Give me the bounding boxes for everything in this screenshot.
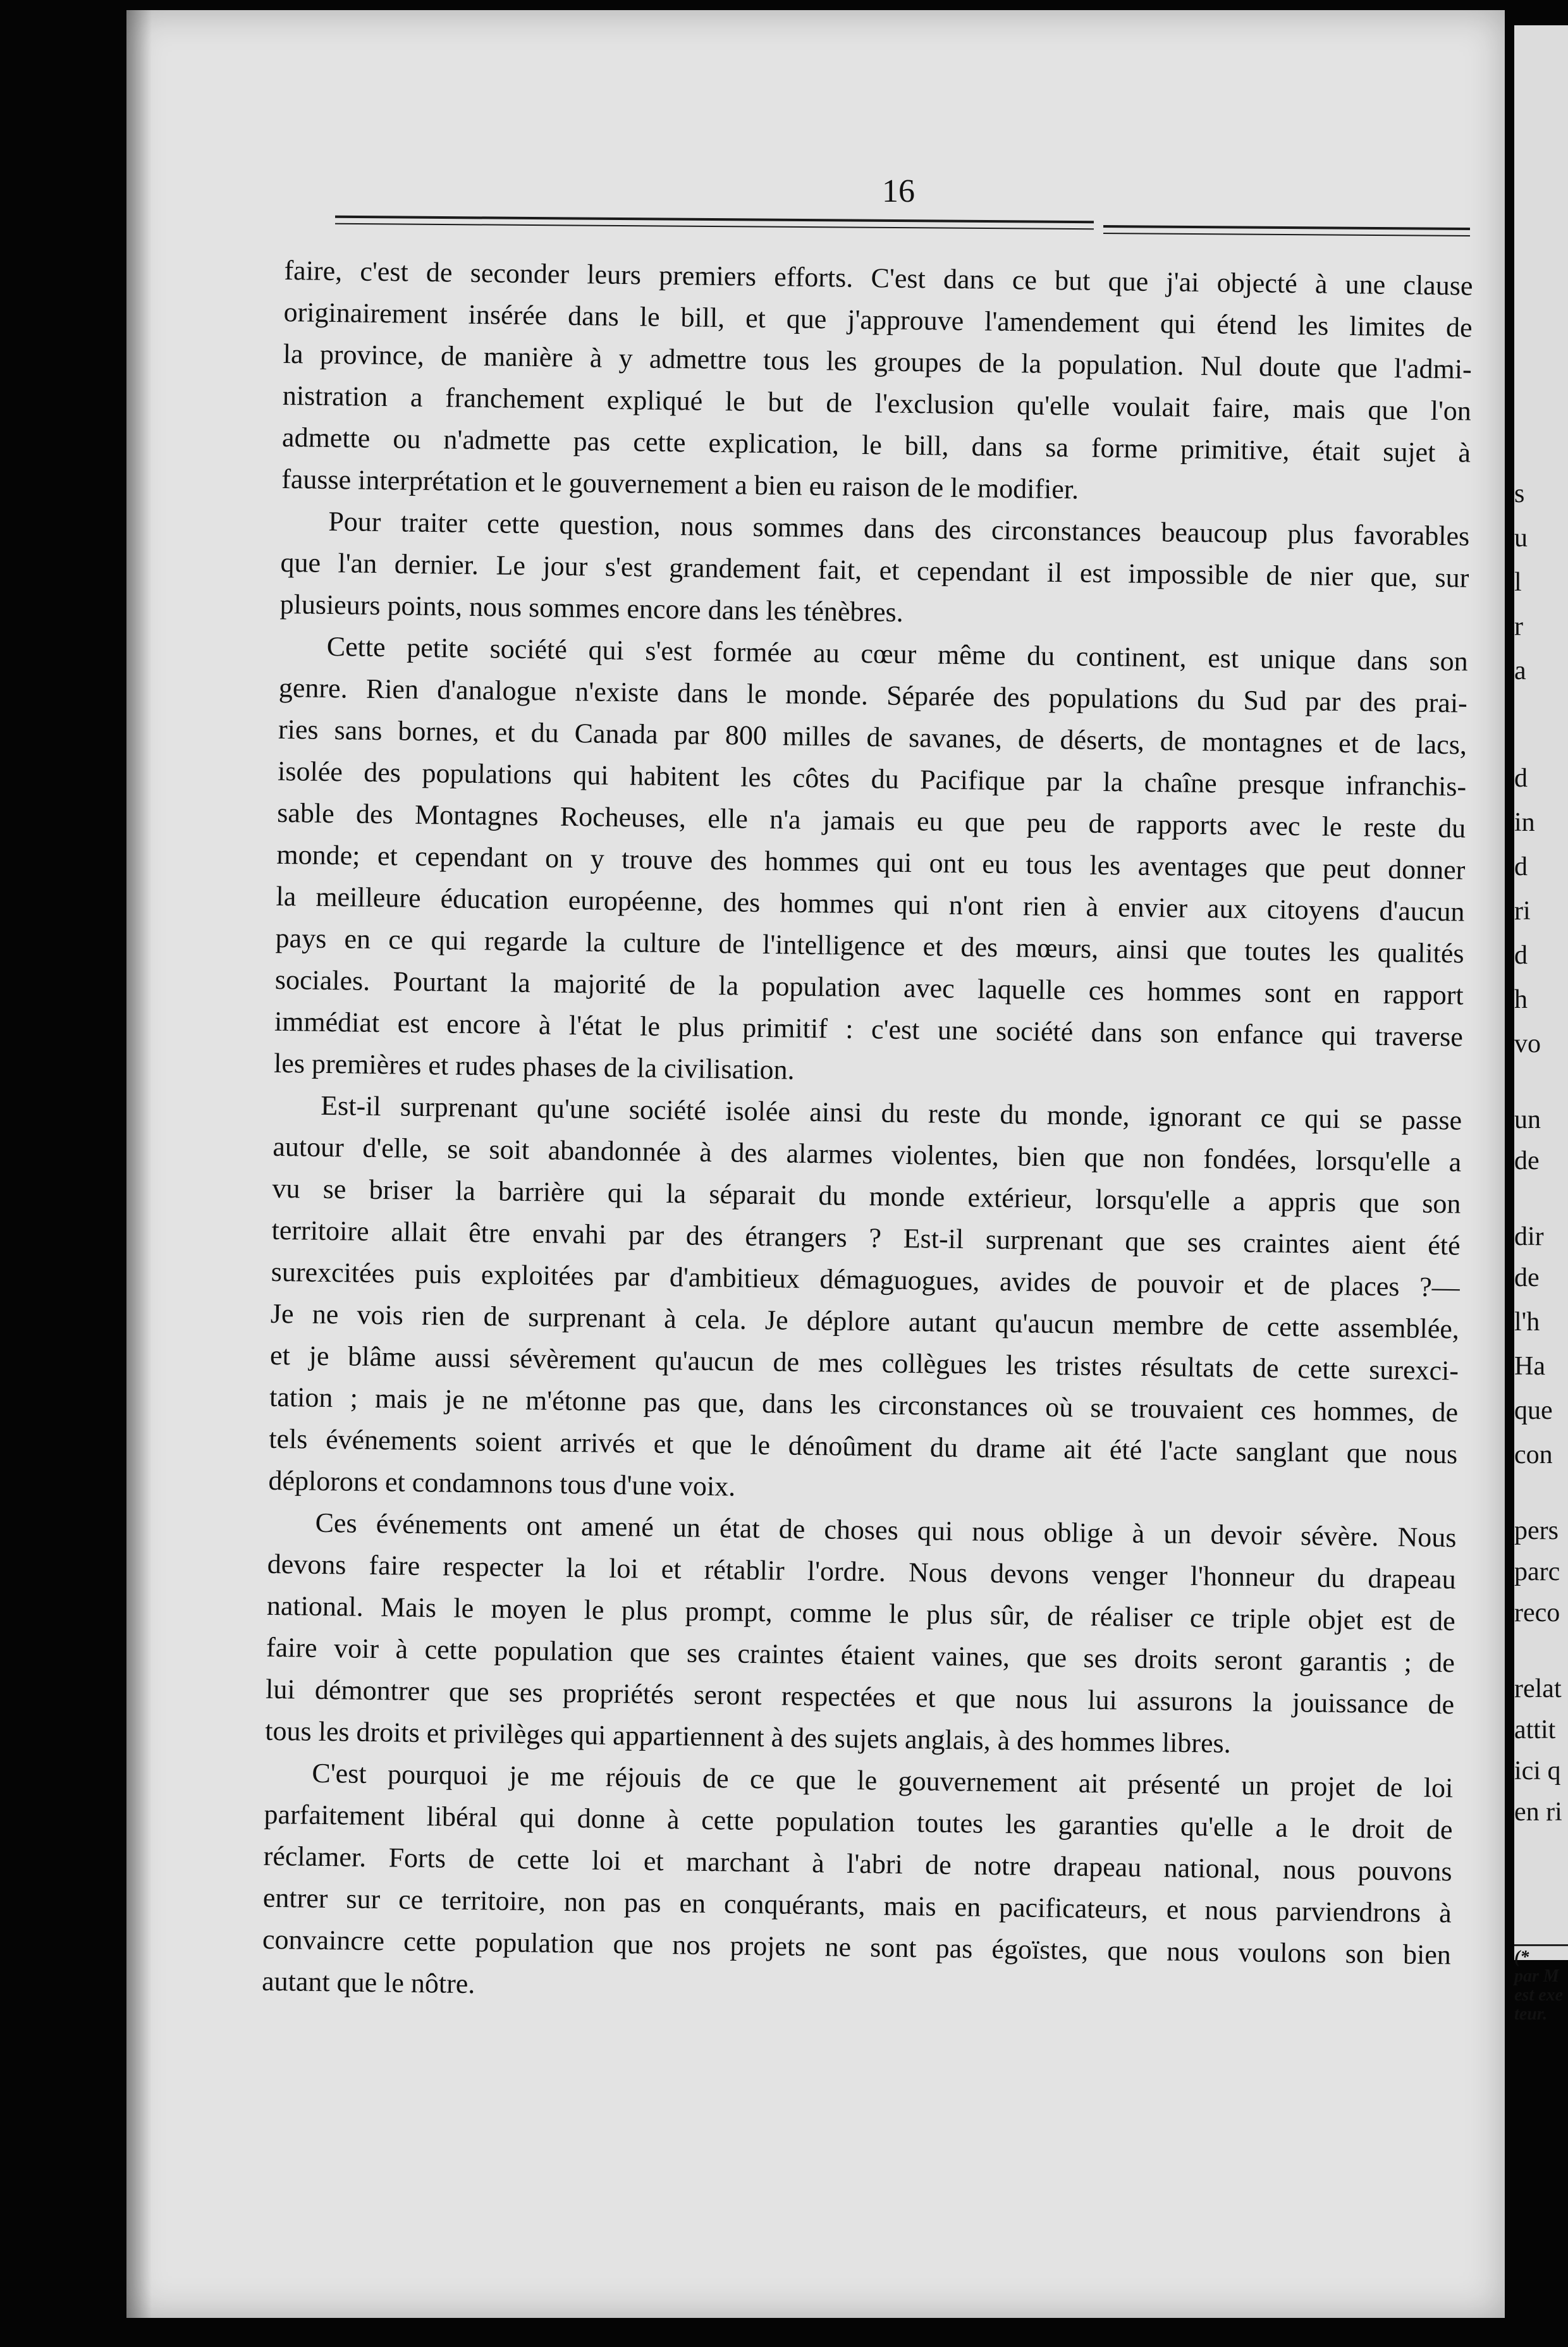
text-line: C'est pourquoi je me réjouis de ce que le gouvernement ait présenté un projet de loi — [312, 1757, 1454, 1804]
adjacent-page-fragment: l — [1514, 568, 1522, 597]
adjacent-page-fragment: reco — [1514, 1598, 1560, 1627]
text-line: territoire allait être envahi par des étrangers ? Est-il surprenant que ses craintes aient été — [271, 1214, 1461, 1261]
text-line: parfaitement libéral qui donne à cette population toutes les garanties qu'elle a le droit de — [264, 1798, 1453, 1846]
text-line: pays en ce qui regarde la culture de l'intelligence et des mœurs, ainsi que toutes les qualités — [275, 922, 1464, 969]
text-line: faire voir à cette population que ses craintes étaient vaines, que ses droits seront garantis ; de — [266, 1631, 1455, 1679]
text-line: plusieurs points, nous sommes encore dans les ténèbres. — [279, 588, 904, 628]
adjacent-page-edge — [1514, 25, 1568, 2024]
adjacent-page-fragment: con — [1514, 1440, 1553, 1469]
text-line: autant que le nôtre. — [261, 1965, 475, 2000]
adjacent-page-fragment: relat — [1514, 1674, 1562, 1703]
text-line: faire, c'est de seconder leurs premiers efforts. C'est dans ce but que j'ai objecté à une clause — [284, 254, 1473, 302]
text-line: lui démontrer que ses propriétés seront respectées et que nous lui assurons la jouissance de — [265, 1673, 1455, 1720]
adjacent-page-fragment: a — [1514, 656, 1526, 685]
text-line: surexcitées puis exploitées par d'ambitieux démaguogues, avides de pouvoir et de places ?— — [271, 1256, 1461, 1303]
text-line: la province, de manière à y admettre tous les groupes de la population. Nul doute que l'admi- — [283, 338, 1473, 385]
body-text — [262, 250, 1473, 2018]
text-line: tous les droits et privilèges qui appartiennent à des sujets anglais, à des hommes libres. — [265, 1715, 1231, 1759]
text-line: que l'an dernier. Le jour s'est grandement fait, et cependant il est impossible de nier que, sur — [280, 546, 1469, 594]
adjacent-page-fragment: dir — [1514, 1222, 1544, 1251]
adjacent-page-fragment: ri — [1514, 897, 1531, 926]
adjacent-page-fragment: h — [1514, 985, 1528, 1014]
text-line: immédiat est encore à l'état le plus primitif : c'est une société dans son enfance qui traverse — [274, 1005, 1464, 1053]
text-line: entrer sur ce territoire, non pas en conquérants, mais en pacificateurs, et nous parviendrons à — [262, 1882, 1452, 1929]
text-line: nistration a franchement expliqué le but de l'exclusion qu'elle voulait faire, mais que l'on — [282, 379, 1472, 427]
text-line: Est-il surprenant qu'une société isolée ainsi du reste du monde, ignorant ce qui se passe — [320, 1089, 1462, 1136]
adjacent-page-footnote: par M — [1514, 1966, 1559, 1986]
text-line: devons faire respecter la loi et rétablir l'ordre. Nous devons venger l'honneur du drapeau — [267, 1548, 1456, 1595]
text-line: national. Mais le moyen le plus prompt, comme le plus sûr, de réaliser ce triple objet est de — [266, 1590, 1456, 1637]
text-line: Ces événements ont amené un état de choses qui nous oblige à un devoir sévère. Nous — [315, 1507, 1457, 1553]
adjacent-page-fragment: de — [1514, 1263, 1540, 1292]
text-line: Pour traiter cette question, nous sommes dans des circonstances beaucoup plus favorables — [328, 505, 1470, 552]
adjacent-page-fragment: d — [1514, 852, 1528, 881]
text-line: convaincre cette population que nos projets ne sont pas égoïstes, que nous voulons son bien — [262, 1923, 1452, 1971]
adjacent-page-fragment: Ha — [1514, 1352, 1545, 1381]
adjacent-page-fragment: in — [1514, 808, 1535, 837]
text-line: monde; et cependant on y trouve des hommes qui ont eu tous les aventages que peut donner — [276, 838, 1466, 886]
text-line: réclamer. Forts de cette loi et marchant à l'abri de notre drapeau national, nous pouvons — [263, 1840, 1452, 1887]
adjacent-page-fragment: vo — [1514, 1029, 1541, 1058]
text-line: sable des Montagnes Rocheuses, elle n'a jamais eu que peu de rapports avec le reste du — [277, 797, 1466, 844]
adjacent-page-fragment: s — [1514, 479, 1525, 508]
text-line: sociales. Pourtant la majorité de la population avec laquelle ces hommes sont en rapport — [274, 964, 1464, 1011]
text-line: Je ne vois rien de surprenant à cela. Je déplore autant qu'aucun membre de cette assemblée, — [270, 1297, 1460, 1345]
text-line: vu se briser la barrière qui la séparait du monde extérieur, lorsqu'elle a appris que son — [272, 1172, 1461, 1220]
adjacent-page-fragment: de — [1514, 1146, 1540, 1175]
text-line: les premières et rudes phases de la civilisation. — [273, 1047, 795, 1086]
adjacent-page-fragment: parc — [1514, 1557, 1560, 1586]
adjacent-page-fragment: ici q — [1514, 1756, 1561, 1786]
adjacent-page-fragment: en ri — [1514, 1798, 1562, 1827]
adjacent-page-fragment: r — [1514, 612, 1523, 641]
text-line: Cette petite société qui s'est formée au cœur même du continent, est unique dans son — [326, 630, 1468, 677]
adjacent-page-footnote: (* — [1514, 1947, 1529, 1967]
text-line: fausse interprétation et le gouvernement a bien eu raison de le modifier. — [281, 463, 1079, 505]
adjacent-page-fragment: que — [1514, 1396, 1553, 1425]
adjacent-page-footnote: teur. — [1514, 2004, 1548, 2024]
text-line: isolée des populations qui habitent les côtes du Pacifique par la chaîne presque infranchis- — [277, 755, 1467, 802]
text-line: et je blâme aussi sévèrement qu'aucun de mes collègues les tristes résultats de cette surexci- — [269, 1339, 1459, 1387]
text-line: tels événements soient arrivés et que le dénoûment du drame ait été l'acte sanglant que nous — [269, 1423, 1458, 1470]
adjacent-page-fragment: l'h — [1514, 1308, 1540, 1337]
text-line: déplorons et condamnons tous d'une voix. — [268, 1464, 736, 1502]
adjacent-page-fragment: u — [1514, 524, 1528, 553]
text-line: genre. Rien d'analogue n'existe dans le monde. Séparée des populations du Sud par des prai- — [278, 671, 1468, 719]
text-line: autour d'elle, se soit abandonnée à des alarmes violentes, bien que non fondées, lorsqu'elle a — [273, 1131, 1462, 1178]
text-line: admette ou n'admette pas cette explication, le bill, dans sa forme primitive, était sujet à — [281, 421, 1471, 469]
text-line: ries sans bornes, et du Canada par 800 milles de savanes, de déserts, de montagnes et de lacs, — [278, 713, 1467, 761]
page-number: 16 — [882, 173, 915, 209]
footnote-rule — [1514, 1944, 1568, 1946]
adjacent-page-fragment: pers — [1514, 1516, 1559, 1545]
adjacent-page-fragment: d — [1514, 764, 1528, 793]
adjacent-page-footnote: est exe — [1514, 1985, 1563, 2005]
adjacent-page-fragment: un — [1514, 1105, 1541, 1134]
page-edge-shadow — [126, 10, 152, 2318]
adjacent-page-fragment: d — [1514, 941, 1528, 970]
text-line: originairement insérée dans le bill, et que j'approuve l'amendement qui étend les limites de — [283, 296, 1473, 343]
text-line: tation ; mais je ne m'étonne pas que, dans les circonstances où se trouvaient ces hommes, de — [269, 1381, 1459, 1428]
adjacent-page-fragment: attit — [1514, 1715, 1556, 1744]
text-line: la meilleure éducation européenne, des hommes qui n'ont rien à envier aux citoyens d'aucun — [276, 880, 1465, 928]
